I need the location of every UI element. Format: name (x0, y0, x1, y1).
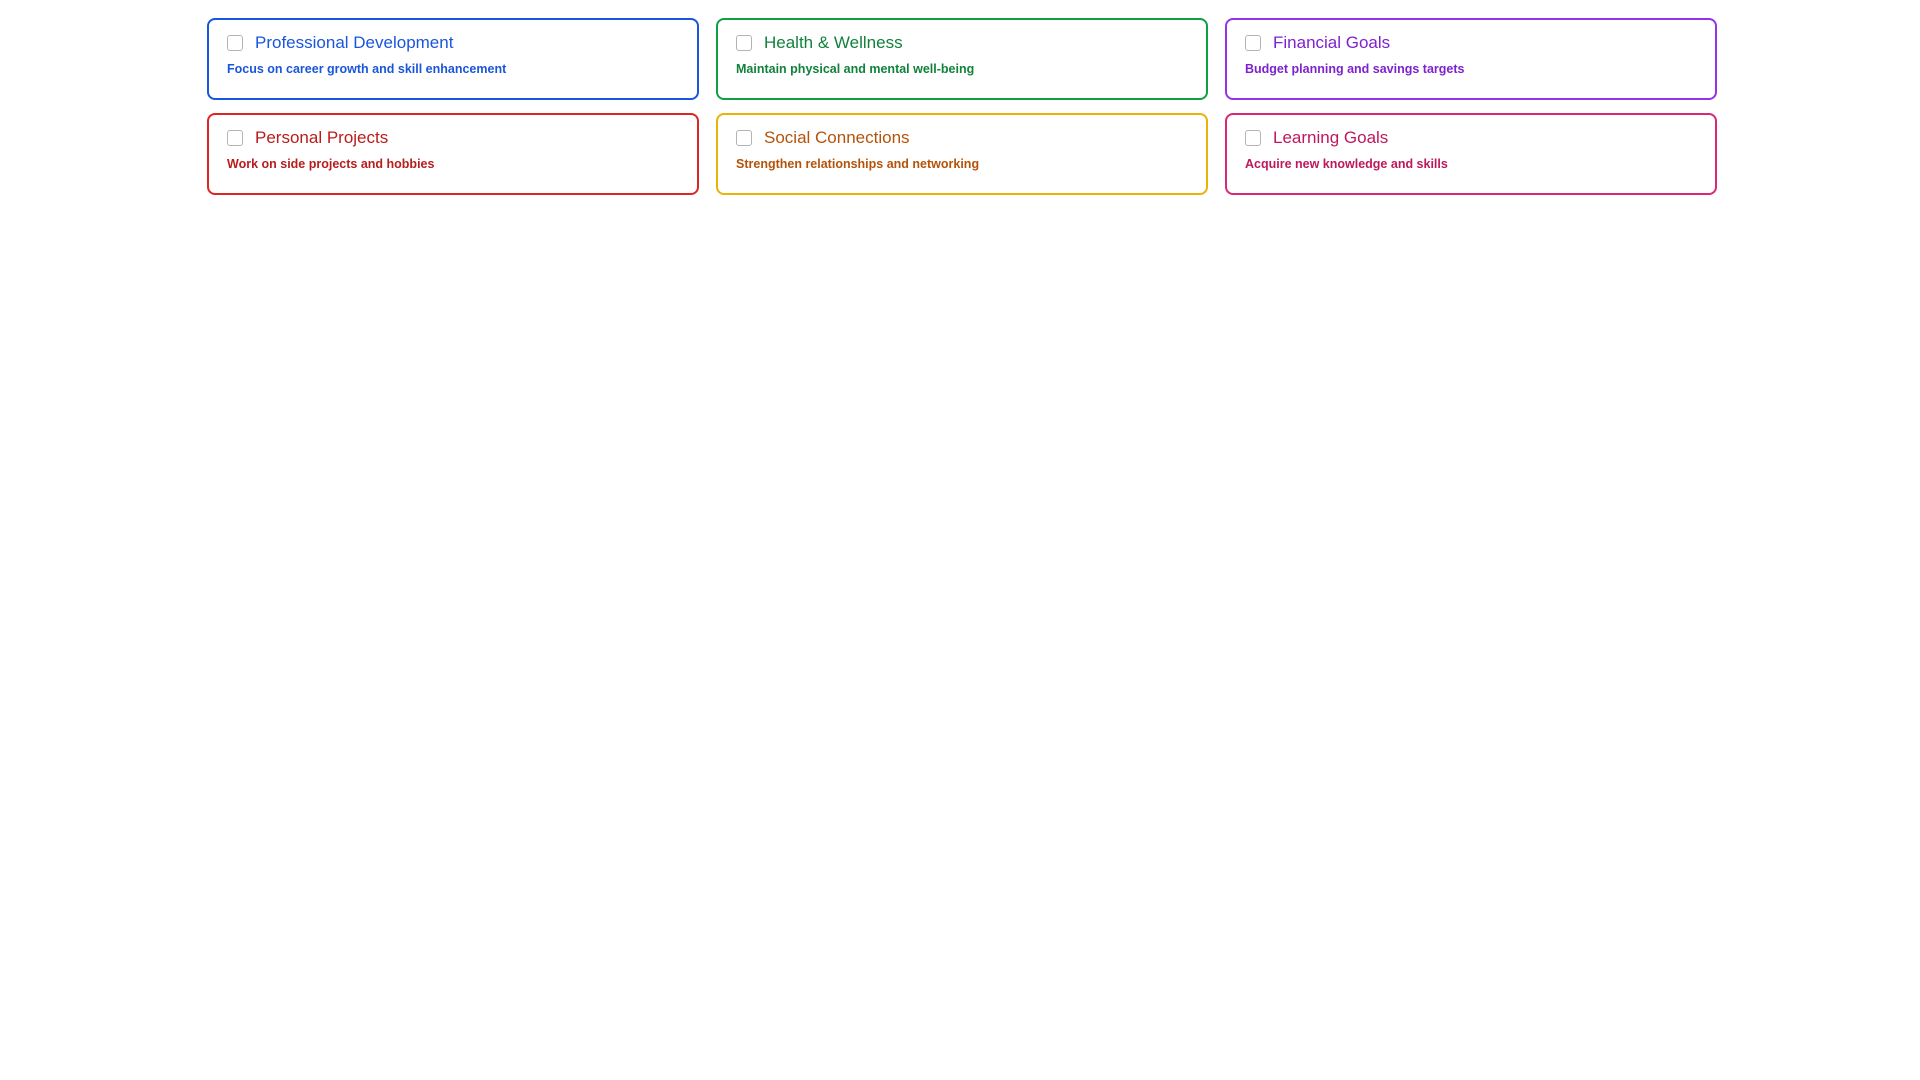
category-card[interactable] (207, 18, 699, 100)
category-card-title: Personal Projects (255, 128, 389, 147)
category-card-title: Social Connections (764, 128, 910, 147)
category-card[interactable] (1225, 113, 1717, 195)
checkbox-empty-icon[interactable] (1245, 130, 1261, 146)
category-card-grid (207, 18, 1712, 195)
category-card-description: Budget planning and savings targets (1245, 62, 1465, 76)
category-card-header (1227, 115, 1715, 148)
category-card-title: Financial Goals (1273, 33, 1391, 52)
category-card-header (718, 20, 1206, 53)
category-card[interactable] (207, 113, 699, 195)
checkbox-empty-icon[interactable] (736, 130, 752, 146)
category-card-title: Professional Development (255, 33, 454, 52)
category-card-description: Maintain physical and mental well-being (736, 62, 975, 76)
category-card-header (209, 20, 697, 53)
category-card-title: Learning Goals (1273, 128, 1389, 147)
category-card-description: Acquire new knowledge and skills (1245, 157, 1448, 171)
category-card-description: Strengthen relationships and networking (736, 157, 980, 171)
checkbox-empty-icon[interactable] (736, 35, 752, 51)
category-card[interactable] (716, 18, 1208, 100)
category-card[interactable] (1225, 18, 1717, 100)
category-card-title: Health & Wellness (764, 33, 903, 52)
checkbox-empty-icon[interactable] (1245, 35, 1261, 51)
category-card-description: Focus on career growth and skill enhancement (227, 62, 507, 76)
category-card-header (209, 115, 697, 148)
category-card-header (1227, 20, 1715, 53)
category-card-header (718, 115, 1206, 148)
category-card[interactable] (716, 113, 1208, 195)
checkbox-empty-icon[interactable] (227, 35, 243, 51)
checkbox-empty-icon[interactable] (227, 130, 243, 146)
category-card-description: Work on side projects and hobbies (227, 157, 435, 171)
